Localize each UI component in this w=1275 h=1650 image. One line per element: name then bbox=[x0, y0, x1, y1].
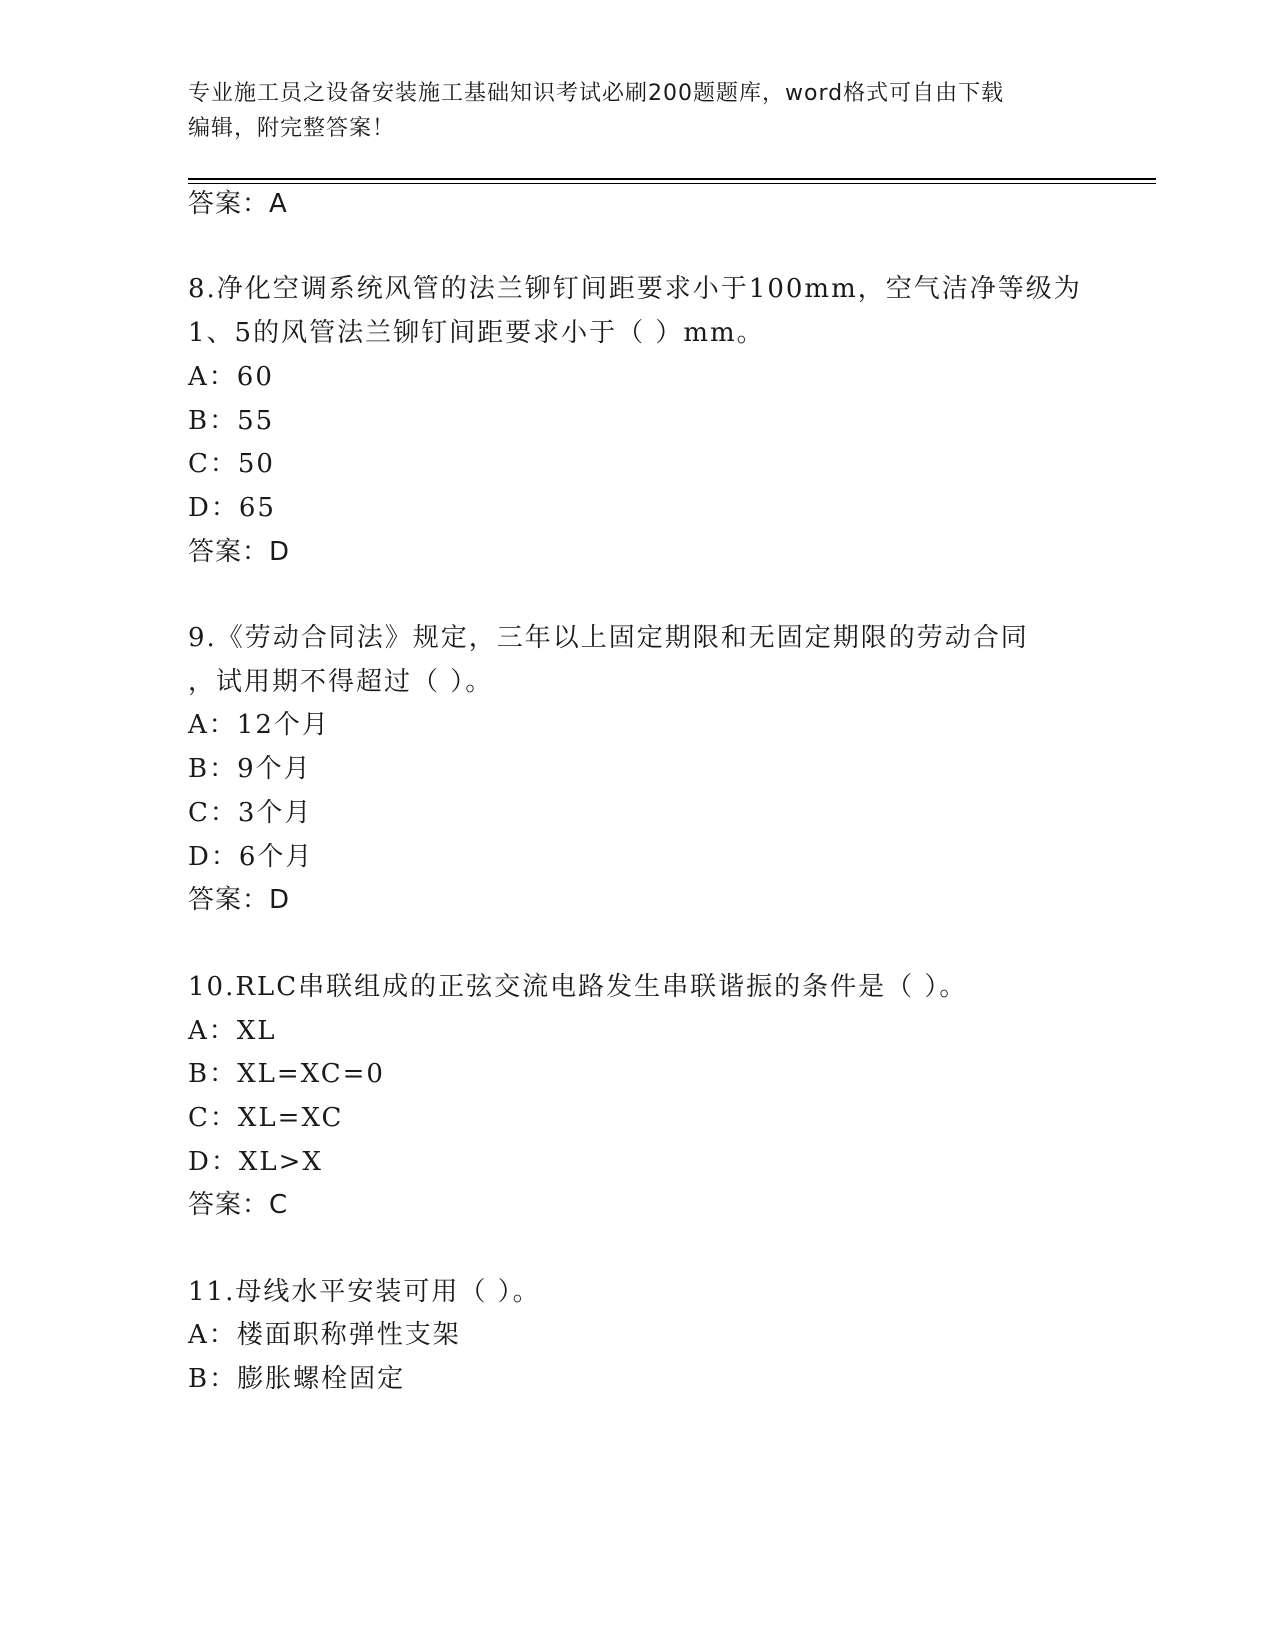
answer-text: 答案：D bbox=[188, 537, 291, 567]
answer-text: 答案：C bbox=[188, 1190, 289, 1220]
question-stem: 1、5的风管法兰铆钉间距要求小于（ ）mm。 bbox=[188, 318, 765, 348]
option-a: A：60 bbox=[188, 362, 274, 392]
option-c: C：XL=XC bbox=[188, 1103, 344, 1133]
option-a: A：12个月 bbox=[188, 710, 330, 740]
document-header bbox=[188, 76, 1088, 146]
option-b: B：55 bbox=[188, 406, 275, 436]
question-stem: ，试用期不得超过（ ）。 bbox=[188, 667, 494, 697]
option-d: D：65 bbox=[188, 493, 276, 523]
question-stem: 10.RLC串联组成的正弦交流电路发生串联谐振的条件是（ ）。 bbox=[188, 972, 968, 1002]
option-a: A：楼面职称弹性支架 bbox=[188, 1320, 461, 1350]
option-b: B：XL=XC=0 bbox=[188, 1059, 385, 1089]
question-stem: 8.净化空调系统风管的法兰铆钉间距要求小于100mm，空气洁净等级为 bbox=[188, 274, 1082, 304]
header-divider-secondary bbox=[188, 183, 1156, 184]
header-title-line: 编辑，附完整答案！ bbox=[188, 116, 396, 141]
option-b: B：9个月 bbox=[188, 754, 312, 784]
question-stem: 9.《劳动合同法》规定，三年以上固定期限和无固定期限的劳动合同 bbox=[188, 623, 1029, 653]
option-d: D：XL>X bbox=[188, 1147, 323, 1177]
header-title-line: 专业施工员之设备安装施工基础知识考试必刷200题题库，word格式可自由下载 bbox=[188, 81, 1005, 106]
option-c: C：3个月 bbox=[188, 798, 313, 828]
header-divider bbox=[188, 178, 1156, 180]
option-a: A：XL bbox=[188, 1016, 277, 1046]
option-c: C：50 bbox=[188, 449, 275, 479]
option-d: D：6个月 bbox=[188, 842, 314, 872]
answer-text: 答案：A bbox=[188, 189, 288, 219]
question-stem: 11.母线水平安装可用（ ）。 bbox=[188, 1277, 541, 1307]
answer-text: 答案：D bbox=[188, 885, 291, 915]
option-b: B：膨胀螺栓固定 bbox=[188, 1364, 406, 1394]
